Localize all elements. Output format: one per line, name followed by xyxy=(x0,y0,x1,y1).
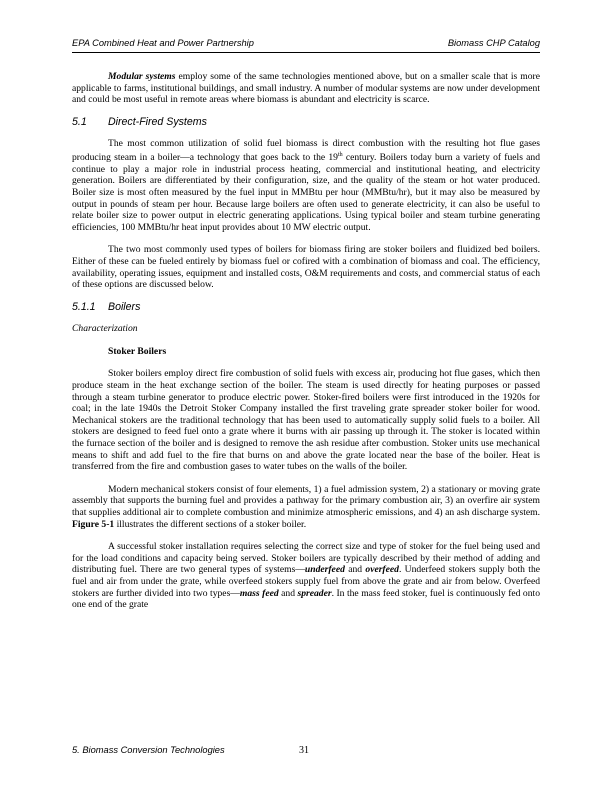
para5-text-c: . In the mass feed stoker, fuel is continuously fed onto one end of the grate xyxy=(72,587,540,611)
subsection-title: Boilers xyxy=(108,300,141,313)
intro-paragraph xyxy=(72,71,540,106)
paragraph-boiler-types: The two most commonly used types of boilers for biomass firing are stoker boilers and fluidized bed boilers. Either of these can be fueled entirely by biomass fuel or cofired with a combination of biomass and coal. The efficiency, availability, operating issues, equipment and installed costs, O&M requirements and costs, and commercial status of each of these options are discussed below. xyxy=(72,244,540,291)
paragraph-stoker-description: Stoker boilers employ direct fire combustion of solid fuels with excess air, producing hot flue gases, which then produce steam in the heat exchange section of the boiler. The steam is used directly for heating purposes or passed through a steam turbine generator to produce electric power. Stoker-fired boilers were first introduced in the 1920s for coal; in the late 1940s the Detroit Stoker Company installed the first traveling grate spreader stoker boiler for wood. Mechanical stokers are the traditional technology that has been used to automatically supply solid fuels to a boiler. All stokers are designed to feed fuel onto a grate where it burns with air passing up through it. The stoker is located within the furnace section of the boiler and is designed to remove the ash residue after combustion. Stoker units use mechanical means to shift and add fuel to the fire that burns on and above the grate located near the base of the boiler. Heat is transferred from the fire and combustion gases to water tubes on the walls of the boiler. xyxy=(72,368,540,473)
footer-chapter-title: 5. Biomass Conversion Technologies xyxy=(72,745,225,755)
paragraph-stoker-installation xyxy=(72,541,540,611)
section-number: 5.1 xyxy=(72,115,87,128)
para5-text-a: A successful stoker installation requires selecting the correct size and type of stoker for the fuel being used and for the load conditions and capacity being served. Stoker boilers are typically described by their method of adding and distributing fuel. There are two general types of systems— xyxy=(72,541,540,576)
header-left-title: EPA Combined Heat and Power Partnership xyxy=(72,38,254,48)
term-overfeed: overfeed xyxy=(365,564,399,576)
stoker-boilers-heading: Stoker Boilers xyxy=(108,345,167,357)
para4-text-a: Modern mechanical stokers consist of four elements, 1) a fuel admission system, 2) a stationary or moving grate assembly that supports the burning fuel and provides a pathway for the primary combustion air, 3) an overfire air system that supplies additional air to complete combustion and minimize atmospheric emissions, and 4) an ash discharge system. xyxy=(72,483,540,518)
subsection-heading xyxy=(72,302,540,314)
para1-text-b: century. Boilers today burn a variety of fuels and continue to play a major role in industrial process heating, commercial and institutional heating, and electricity generation. Boilers are differentiated by their configuration, size, and the quality of the steam or hot water produced. Boiler size is most often measured by the fuel input in MMBtu per hour (MMBtu/hr), but it may also be measured by output in pounds of steam per hour. Because large boilers are often used to generate electricity, it can also be useful to relate boiler size to power output in electric generating applications. Using typical boiler and steam turbine generating efficiencies, 100 MMBtu/hr heat input provides about 10 MW electric output. xyxy=(72,152,540,233)
intro-text: employ some of the same technologies mentioned above, but on a smaller scale that is more applicable to farms, institutional buildings, and small industry. A number of modular systems are now under development and could be most useful in remote areas where biomass is abundant and electricity is scarce. xyxy=(72,71,540,106)
page-body xyxy=(72,71,540,611)
term-mass-feed: mass feed xyxy=(239,587,279,599)
paragraph-stoker-elements xyxy=(72,484,540,530)
section-title: Direct-Fired Systems xyxy=(108,115,207,128)
page-number: 31 xyxy=(299,745,309,756)
subsection-number: 5.1.1 xyxy=(72,300,96,313)
para1-text-a: The most common utilization of solid fuel biomass is direct combustion with the resulting hot flue gases producing steam in a boiler—a technology that goes back to the 19 xyxy=(72,138,540,164)
para5-and-2: and xyxy=(278,587,298,599)
para4-text-b: illustrates the different sections of a stoker boiler. xyxy=(114,518,307,530)
para5-text-b: . Underfeed stokers supply both the fuel and air from under the grate, while overfeed stokers supply fuel from above the grate and air from below. Overfeed stokers are further divided into two types— xyxy=(72,564,540,599)
section-heading xyxy=(72,117,540,129)
term-underfeed: underfeed xyxy=(304,564,345,576)
header-right-title: Biomass CHP Catalog xyxy=(447,38,540,48)
paragraph-direct-combustion xyxy=(72,138,540,233)
figure-reference: Figure 5-1 xyxy=(72,518,115,530)
intro-lead-term: Modular systems xyxy=(108,71,176,82)
para1-superscript: th xyxy=(337,151,343,158)
term-spreader: spreader xyxy=(297,587,332,599)
para5-and-1: and xyxy=(344,564,366,576)
characterization-heading: Characterization xyxy=(72,323,138,335)
page-header xyxy=(72,38,540,53)
